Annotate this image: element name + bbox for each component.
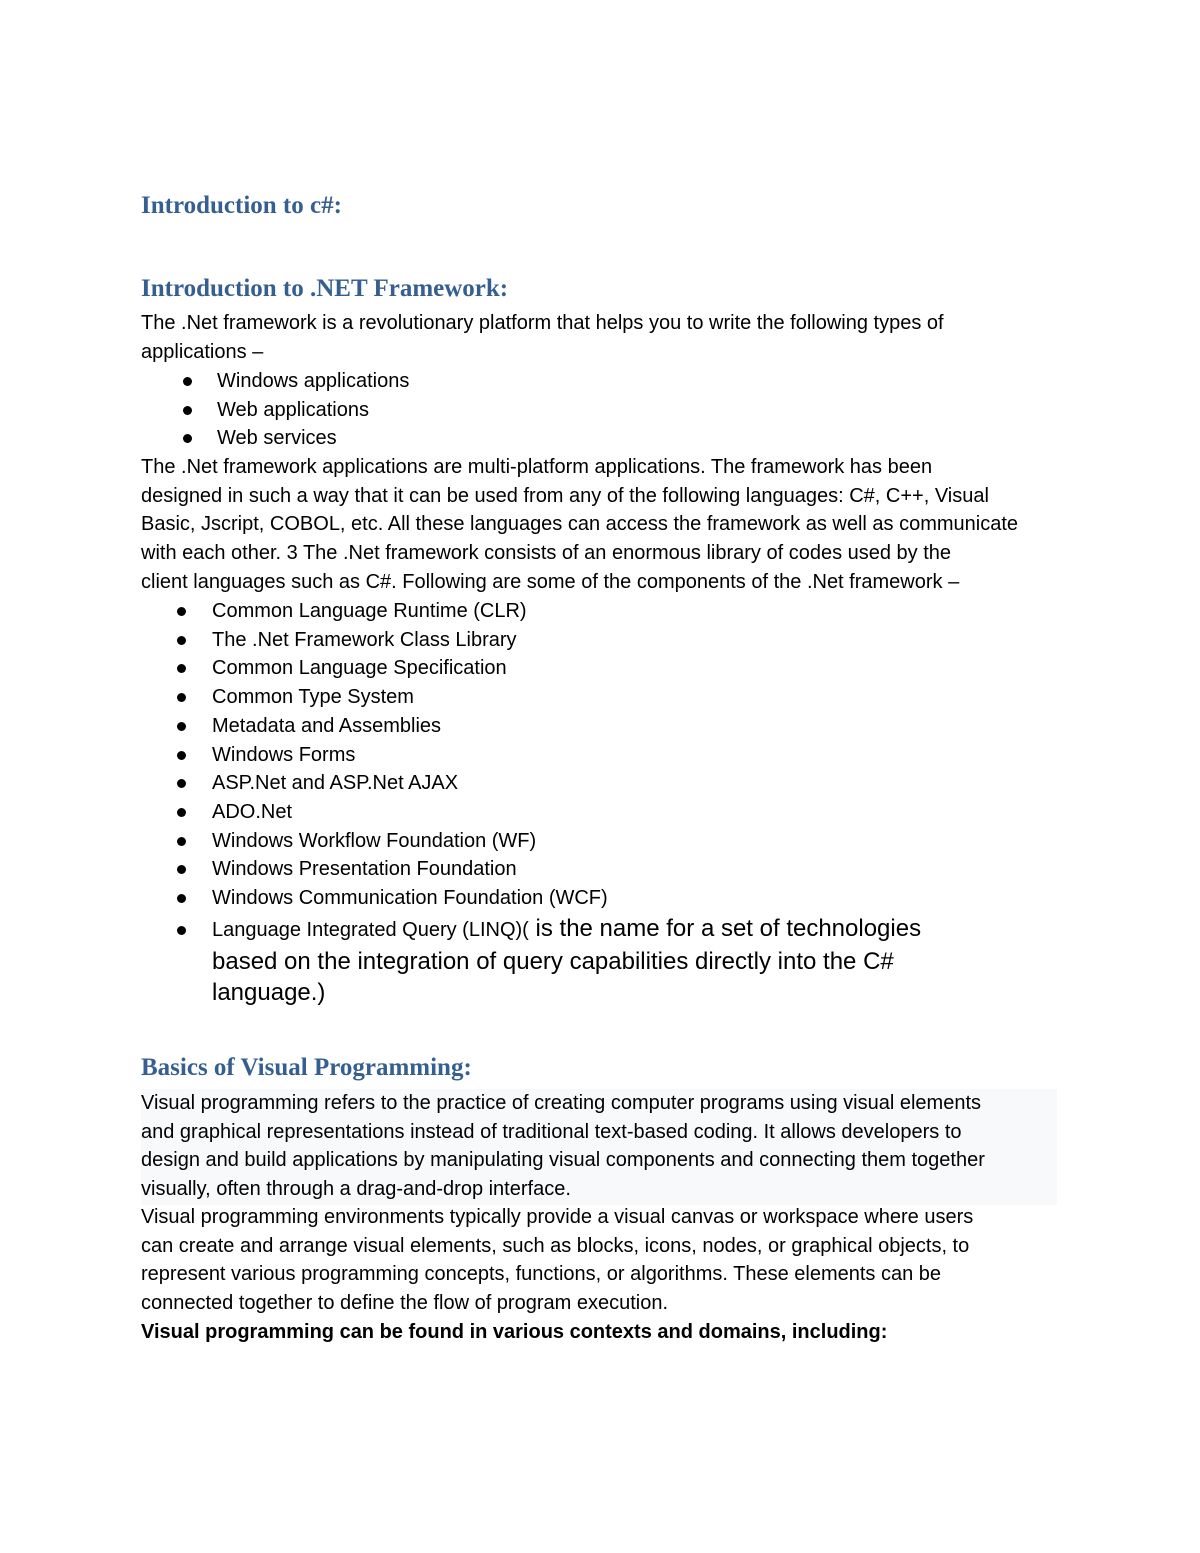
list-item-label: Common Language Specification	[212, 657, 507, 680]
list-item-label: Windows applications	[217, 370, 410, 392]
text-line: with each other. 3 The .Net framework consists of an enormous library of codes used by the	[141, 542, 952, 565]
list-item	[212, 654, 608, 683]
heading-intro-net-framework: Introduction to .NET Framework:	[141, 275, 509, 302]
bullet-icon	[177, 607, 186, 616]
bullet-icon	[177, 894, 186, 903]
list-item-label: The .Net Framework Class Library	[212, 628, 517, 651]
bullet-icon	[183, 434, 192, 443]
list-item	[212, 769, 608, 798]
text-line: The .Net framework is a revolutionary platform that helps you to write the following types of	[141, 312, 944, 334]
text-line: Basic, Jscript, COBOL, etc. All these languages can access the framework as well as communicate	[141, 513, 1019, 536]
bullet-icon	[177, 779, 186, 788]
list-item	[212, 884, 608, 913]
visual-programming-paragraph-2	[141, 1203, 1071, 1318]
net-description-paragraph	[141, 453, 1071, 597]
list-item	[212, 827, 608, 856]
list-item-label: Windows Presentation Foundation	[212, 858, 517, 881]
list-item-label: ASP.Net and ASP.Net AJAX	[212, 772, 459, 795]
list-item-label: Windows Workflow Foundation (WF)	[212, 829, 537, 852]
list-item-label: ADO.Net	[212, 800, 293, 823]
bullet-icon	[177, 664, 186, 673]
bullet-icon	[183, 406, 192, 415]
text-line: designed in such a way that it can be used from any of the following languages: C#, C++, Visual	[141, 484, 989, 507]
linq-note-text: language.)	[212, 979, 326, 1006]
linq-note-text: is the name for a set of technologies	[528, 915, 922, 942]
list-item	[212, 741, 608, 770]
text-line: visually, often through a drag-and-drop interface.	[141, 1178, 571, 1201]
application-types-list	[217, 367, 409, 453]
heading-intro-csharp: Introduction to c#:	[141, 192, 342, 219]
bullet-icon	[177, 636, 186, 645]
list-item	[217, 424, 409, 453]
text-line: connected together to define the flow of program execution.	[141, 1292, 669, 1315]
list-item-label: Common Language Runtime (CLR)	[212, 600, 527, 622]
components-list	[212, 597, 608, 913]
bullet-icon	[183, 377, 192, 386]
list-item-label: Common Type System	[212, 686, 414, 709]
list-item-label: Windows Communication Foundation (WCF)	[212, 887, 608, 910]
bullet-icon	[177, 693, 186, 702]
list-item	[217, 396, 409, 425]
heading-visual-programming: Basics of Visual Programming:	[141, 1054, 472, 1081]
text-line: represent various programming concepts, functions, or algorithms. These elements can be	[141, 1263, 942, 1286]
visual-programming-paragraph-1	[141, 1089, 1071, 1204]
bullet-icon	[177, 837, 186, 846]
net-intro-paragraph	[141, 309, 1071, 366]
list-item	[212, 798, 608, 827]
list-item-label: Web services	[217, 427, 337, 450]
list-item-label: Metadata and Assemblies	[212, 714, 442, 737]
list-item	[217, 367, 409, 396]
linq-list-item	[212, 913, 921, 1008]
list-item-label: Windows Forms	[212, 743, 356, 766]
list-item	[212, 597, 608, 626]
bullet-icon	[177, 926, 186, 935]
text-line: design and build applications by manipulating visual components and connecting them together	[141, 1149, 985, 1172]
list-item	[212, 712, 608, 741]
linq-lead-text: Language Integrated Query (LINQ)(	[212, 919, 529, 941]
text-line: client languages such as C#. Following are some of the components of the .Net framework –	[141, 570, 960, 593]
text-line: can create and arrange visual elements, such as blocks, icons, nodes, or graphical objects, to	[141, 1234, 970, 1257]
bullet-icon	[177, 808, 186, 817]
bullet-icon	[177, 865, 186, 874]
linq-first-line	[212, 913, 921, 946]
bullet-icon	[177, 751, 186, 760]
text-line: The .Net framework applications are multi-platform applications. The framework has been	[141, 456, 933, 478]
text-line: and graphical representations instead of traditional text-based coding. It allows developers to	[141, 1120, 962, 1143]
text-line: applications –	[141, 340, 264, 363]
list-item-label: Web applications	[217, 398, 369, 421]
text-line: Visual programming refers to the practice of creating computer programs using visual elements	[141, 1092, 982, 1114]
list-item	[212, 855, 608, 884]
text-line: Visual programming environments typically provide a visual canvas or workspace where users	[141, 1206, 974, 1228]
list-item	[212, 626, 608, 655]
visual-programming-contexts-intro: Visual programming can be found in various contexts and domains, including:	[141, 1321, 888, 1343]
list-item	[212, 683, 608, 712]
linq-note-text: based on the integration of query capabilities directly into the C#	[212, 948, 894, 975]
bullet-icon	[177, 722, 186, 731]
